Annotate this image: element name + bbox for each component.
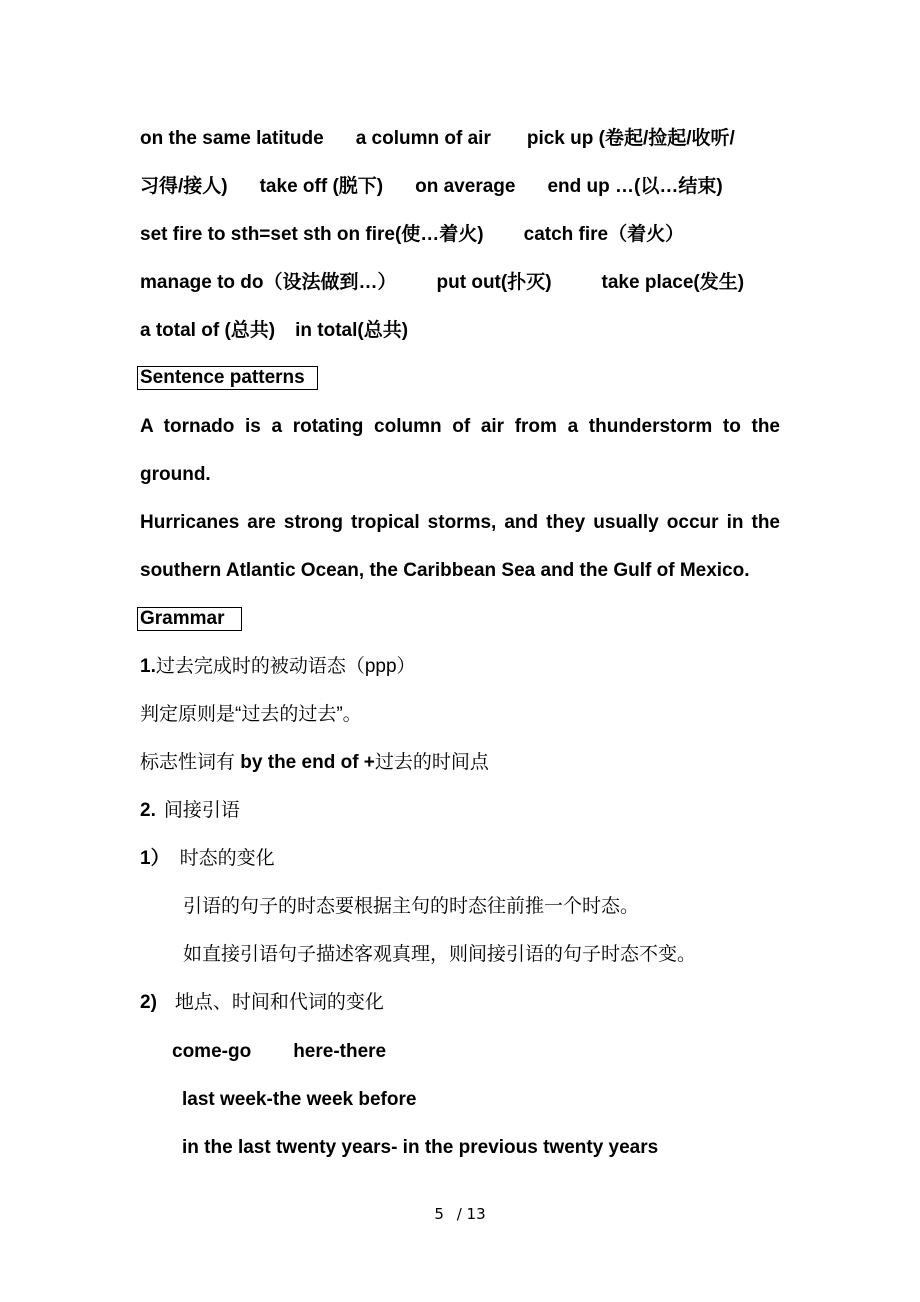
signal-prefix: 标志性词有 — [140, 752, 236, 773]
grammar-point-2-title: 2. 间接引语 — [140, 800, 240, 821]
example-line-3: in the last twenty years- in the previous twenty years — [182, 1137, 659, 1158]
vocab-phrase: catch fire（着火） — [523, 224, 685, 245]
vocab-line-3 — [140, 223, 684, 247]
sub-number: 2) — [140, 992, 157, 1013]
grammar-sub-1-text-1: 引语的句子的时态要根据主句的时态往前推一个时态。 — [183, 896, 640, 917]
page-current: 5 — [434, 1205, 444, 1223]
grammar-sub-1-text-2: 如直接引语句子描述客观真理，则间接引语的句子时态不变。 — [183, 944, 697, 965]
example-line-2: last week-the week before — [182, 1089, 417, 1110]
vocab-phrase: take place(发生) — [601, 272, 745, 293]
page-number — [0, 1205, 920, 1223]
grammar-sub-1-title — [140, 847, 275, 871]
vocab-phrase: on average — [415, 176, 516, 197]
sentence-patterns-heading: Sentence patterns — [137, 366, 318, 390]
vocab-phrase: set fire to sth=set sth on fire(使…着火) — [140, 224, 484, 245]
vocab-phrase: pick up (卷起/捡起/收听/ — [526, 128, 735, 149]
signal-english: by the end of + — [240, 752, 375, 773]
grammar-heading: Grammar — [137, 607, 242, 631]
sub-number: 1） — [140, 848, 170, 869]
point-number: 2 — [140, 800, 151, 821]
vocab-phrase: a total of (总共) — [140, 320, 276, 341]
sentence-2-line-1: Hurricanes are strong tropical storms, and they usually occur in the — [140, 512, 780, 533]
vocab-line-1 — [140, 127, 735, 151]
vocab-line-5 — [140, 319, 408, 343]
point-title: 过去完成时的被动语态（ppp） — [155, 656, 416, 677]
vocab-phrase: 习得/接人) — [140, 176, 228, 197]
grammar-point-1-title — [140, 655, 416, 679]
grammar-point-1-rule: 判定原则是“过去的过去”。 — [140, 704, 362, 725]
point-title: 间接引语 — [163, 800, 240, 821]
sentence-1-line-2: ground. — [140, 464, 211, 485]
example-pair: here-there — [293, 1041, 387, 1062]
point-number: 1. — [140, 656, 156, 677]
vocab-phrase: on the same latitude — [140, 128, 324, 149]
vocab-phrase: manage to do（设法做到…） — [140, 272, 397, 293]
grammar-sub-2-title — [140, 991, 384, 1015]
page-separator: / — [456, 1205, 462, 1223]
vocab-line-4 — [140, 271, 744, 295]
vocab-phrase: in total(总共) — [295, 320, 409, 341]
vocab-phrase: a column of air — [355, 128, 491, 149]
vocab-phrase: take off (脱下) — [259, 176, 384, 197]
page-total: 13 — [466, 1205, 486, 1223]
signal-suffix: 过去的时间点 — [374, 752, 489, 773]
sentence-2-line-2: southern Atlantic Ocean, the Caribbean Sea and the Gulf of Mexico. — [140, 560, 750, 581]
vocab-phrase: put out(扑灭) — [436, 272, 552, 293]
example-line-1 — [172, 1040, 386, 1064]
sub-title: 时态的变化 — [179, 848, 275, 869]
sub-title: 地点、时间和代词的变化 — [174, 992, 384, 1013]
sentence-1-line-1: A tornado is a rotating column of air from a thunderstorm to the — [140, 416, 780, 437]
vocab-phrase: end up …(以…结束) — [547, 176, 723, 197]
grammar-point-1-signal — [140, 751, 489, 775]
vocab-line-2 — [140, 175, 723, 199]
example-pair: come-go — [172, 1041, 252, 1062]
